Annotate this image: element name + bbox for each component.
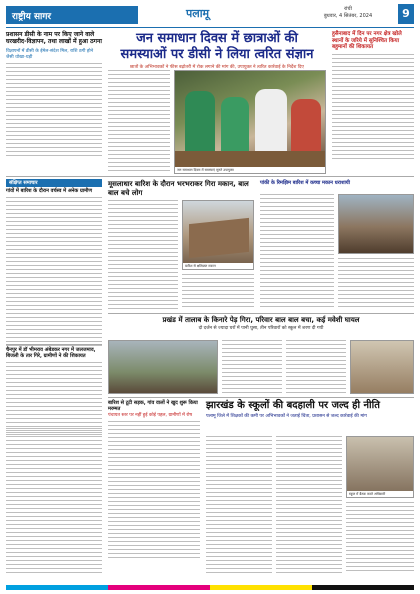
- story-2-main-headline: मूसलाधार बारिश के दौरान भरभराकर गिरा मकान, बाल बाल बचे लोग: [108, 180, 249, 197]
- left-top-story: [6, 31, 102, 159]
- story-2-left-body: [6, 197, 102, 347]
- story-2-left: [6, 188, 102, 347]
- page-number: 9: [398, 4, 414, 24]
- story-6-body-1: [206, 436, 272, 574]
- flood-photo: [108, 340, 218, 394]
- masthead-rule: [6, 27, 414, 28]
- section-label: राष्ट्रीय सागर: [6, 6, 138, 24]
- story-3-body-2: [286, 340, 346, 394]
- story-6-body-3: [346, 502, 414, 574]
- lead-headline-line-1: जन समाधान दिवस में छात्राओं की: [136, 31, 298, 46]
- story-2-body: [108, 200, 178, 310]
- section-divider-4: [108, 397, 414, 398]
- story-4-headline: चैनपुर में डॉ भीमराव अंबेडकर नगर में जलजमाव, बिजली के तार गिरे, ग्रामीणों ने की शिकायत: [6, 347, 96, 360]
- story-4: [6, 347, 102, 436]
- story-6-headline: झारखंड के स्कूलों की बदहाली पर जल्द ही नीति: [206, 400, 380, 411]
- left-top-body: [6, 63, 102, 159]
- left-top-subhead: विज्ञापनों में डीसी के ईमेल-संदेश मिल, राशि ठगी होने जैसी धोखा-धड़ी: [6, 48, 94, 60]
- right-top-headline: हुसैनाबाद में दिन पर नगर क्षेत्र खोले स्थानों के जरिये में सुनिश्चित किया बहुमानों की शिकायत: [332, 31, 402, 51]
- color-registration-bar: [6, 585, 414, 590]
- story-5-subhead: पंचायत स्तर पर नहीं हुई कोई पहल, ग्रामीणों में रोष: [108, 413, 193, 419]
- story-2-right-body-2: [338, 258, 414, 310]
- lead-body-col-1: [108, 70, 170, 174]
- story-5: [108, 400, 200, 561]
- newspaper-page: [6, 4, 414, 590]
- city-section-title: पलामू: [186, 7, 210, 20]
- collapsed-house-photo: [338, 194, 414, 254]
- lead-photo: [174, 70, 326, 174]
- story-2-right-headline: पांकी के रिमझिम बारिश में कच्चा मकान धराशायी: [260, 180, 350, 186]
- left-lower-body: [6, 428, 102, 574]
- section-divider-1: [6, 176, 414, 177]
- edition-info: [300, 6, 396, 20]
- tree-fallen-photo: [350, 340, 414, 394]
- story-5-body: [108, 421, 200, 561]
- house-photo: [182, 200, 254, 270]
- school-photo-caption: स्कूल में बैठक करते अधिकारी: [347, 491, 414, 497]
- lead-story: [108, 31, 326, 70]
- story-2-main: [108, 180, 254, 197]
- right-top-story: [332, 31, 414, 162]
- story-6-body-2: [276, 436, 342, 574]
- story-2-right-body-1: [260, 194, 334, 310]
- lead-photo-caption: जन समाधान दिवस में समस्याएं सुनते उपायुक्त: [175, 167, 326, 173]
- story-2-left-headline: गांवों में बारिश के दौरान वर्चस्व में अनेक ग्रामीण: [6, 188, 93, 194]
- story-3: [108, 316, 414, 331]
- masthead: [6, 4, 414, 26]
- story-6: [206, 400, 414, 419]
- story-3-headline: प्रखंड में तालाब के किनारे पेड़ गिरा, परिवार बाल बाल बचा, कई मवेशी घायल: [162, 316, 360, 324]
- story-6-subhead: पलामू जिले में शिक्षकों की कमी पर अभिभावकों ने जताई चिंता, प्रशासन से जल्द कार्रवाई की मांग: [206, 414, 367, 419]
- section-divider-2: [108, 313, 414, 314]
- story-2-body-2: [182, 274, 254, 310]
- story-2-right: [260, 180, 414, 186]
- section-divider-3: [6, 344, 102, 345]
- story-3-subhead: दो दर्जन से ज्यादा घरों में पानी घुसा, तीन परिवारों को स्कूल में शरण दी गयी: [198, 325, 324, 331]
- lead-subhead: छात्रों के अभिभावकों ने फीस बढ़ोतरी में रोक लगाने की मांग की, उपायुक्त ने त्वरित कार्रवाई के निर्देश दिए: [130, 65, 304, 70]
- left-top-headline: प्रशासन डीसी के नाम पर किए जाने वाले घरखरीद-विज्ञापन, तथा लाखों में हुआ ठगना: [6, 31, 102, 46]
- brief-news-band: संक्षिप्त समाचार: [6, 179, 102, 187]
- school-photo: [346, 436, 414, 498]
- house-photo-caption: बारिश से क्षतिग्रस्त मकान: [183, 263, 254, 269]
- story-4-body: [6, 362, 102, 436]
- right-top-body: [332, 54, 414, 162]
- lead-headline-line-2: समस्याओं पर डीसी ने लिया त्वरित संज्ञान: [120, 47, 314, 62]
- story-3-body-1: [222, 340, 282, 394]
- edition-city: रांची: [344, 6, 352, 12]
- story-5-headline: बारिश से टूटी सड़क, गांव वालों ने खुद शुरू किया मरम्मत: [108, 400, 198, 413]
- edition-date: बुधवार, 4 सितंबर, 2024: [323, 13, 373, 19]
